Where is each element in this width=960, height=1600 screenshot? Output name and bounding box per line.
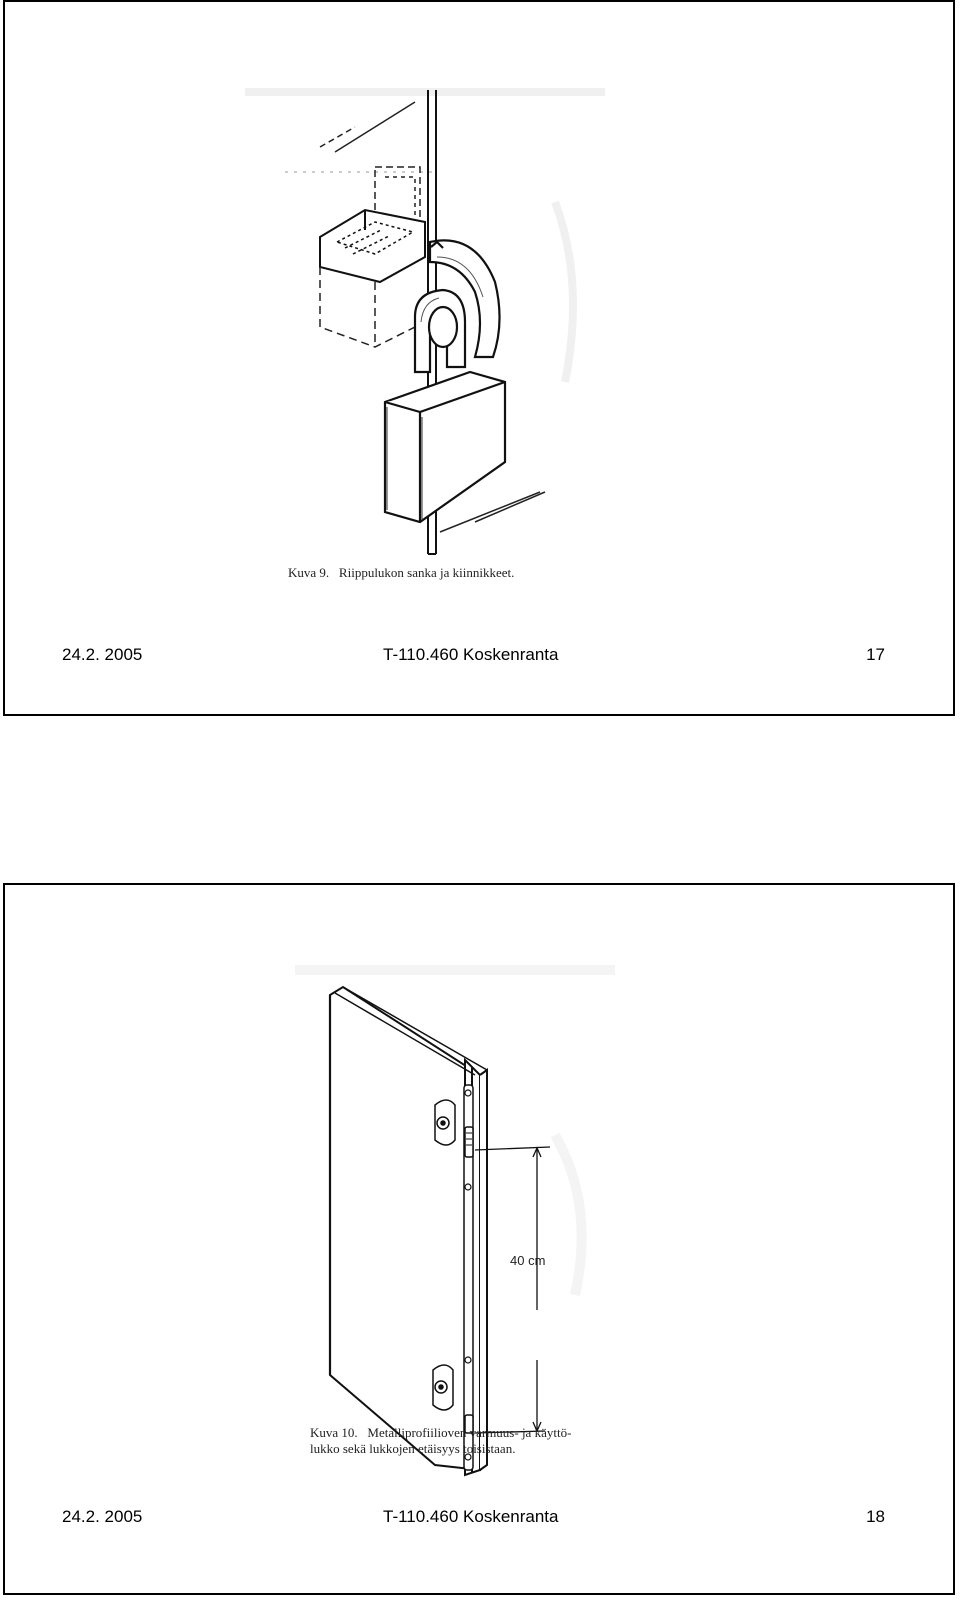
figure-caption [288,566,514,580]
dimension-label-layer [5,885,957,1597]
slide-17 [3,0,955,716]
slide-footer [5,645,953,669]
slide-18 [3,883,955,1595]
wall-lines [285,102,435,172]
caption-text: Metalliprofiilioven varmuus- ja käyttö- [367,1425,572,1440]
dimension-label: 40 cm [510,1253,546,1268]
footer-course: T-110.460 Koskenranta [383,1507,559,1526]
hasp-bracket [320,210,425,282]
padlock-body [385,372,505,522]
footer-date: 24.2. 2005 [62,1507,143,1526]
footer-page-number: 17 [866,645,885,664]
caption-text-line-2: lukko sekä lukkojen etäisyys toisistaan. [310,1441,516,1456]
caption-number: Kuva 10. [310,1425,358,1440]
footer-course: T-110.460 Koskenranta [383,645,559,664]
figure-caption-line-1 [310,1426,571,1440]
footer-date: 24.2. 2005 [62,645,143,664]
footer-page-number: 18 [866,1507,885,1526]
padlock-figure [225,82,625,622]
caption-number: Kuva 9. [288,565,330,580]
caption-text: Riippulukon sanka ja kiinnikkeet. [338,565,515,580]
figure-caption-line-2 [310,1442,515,1456]
slide-footer [5,1507,953,1531]
